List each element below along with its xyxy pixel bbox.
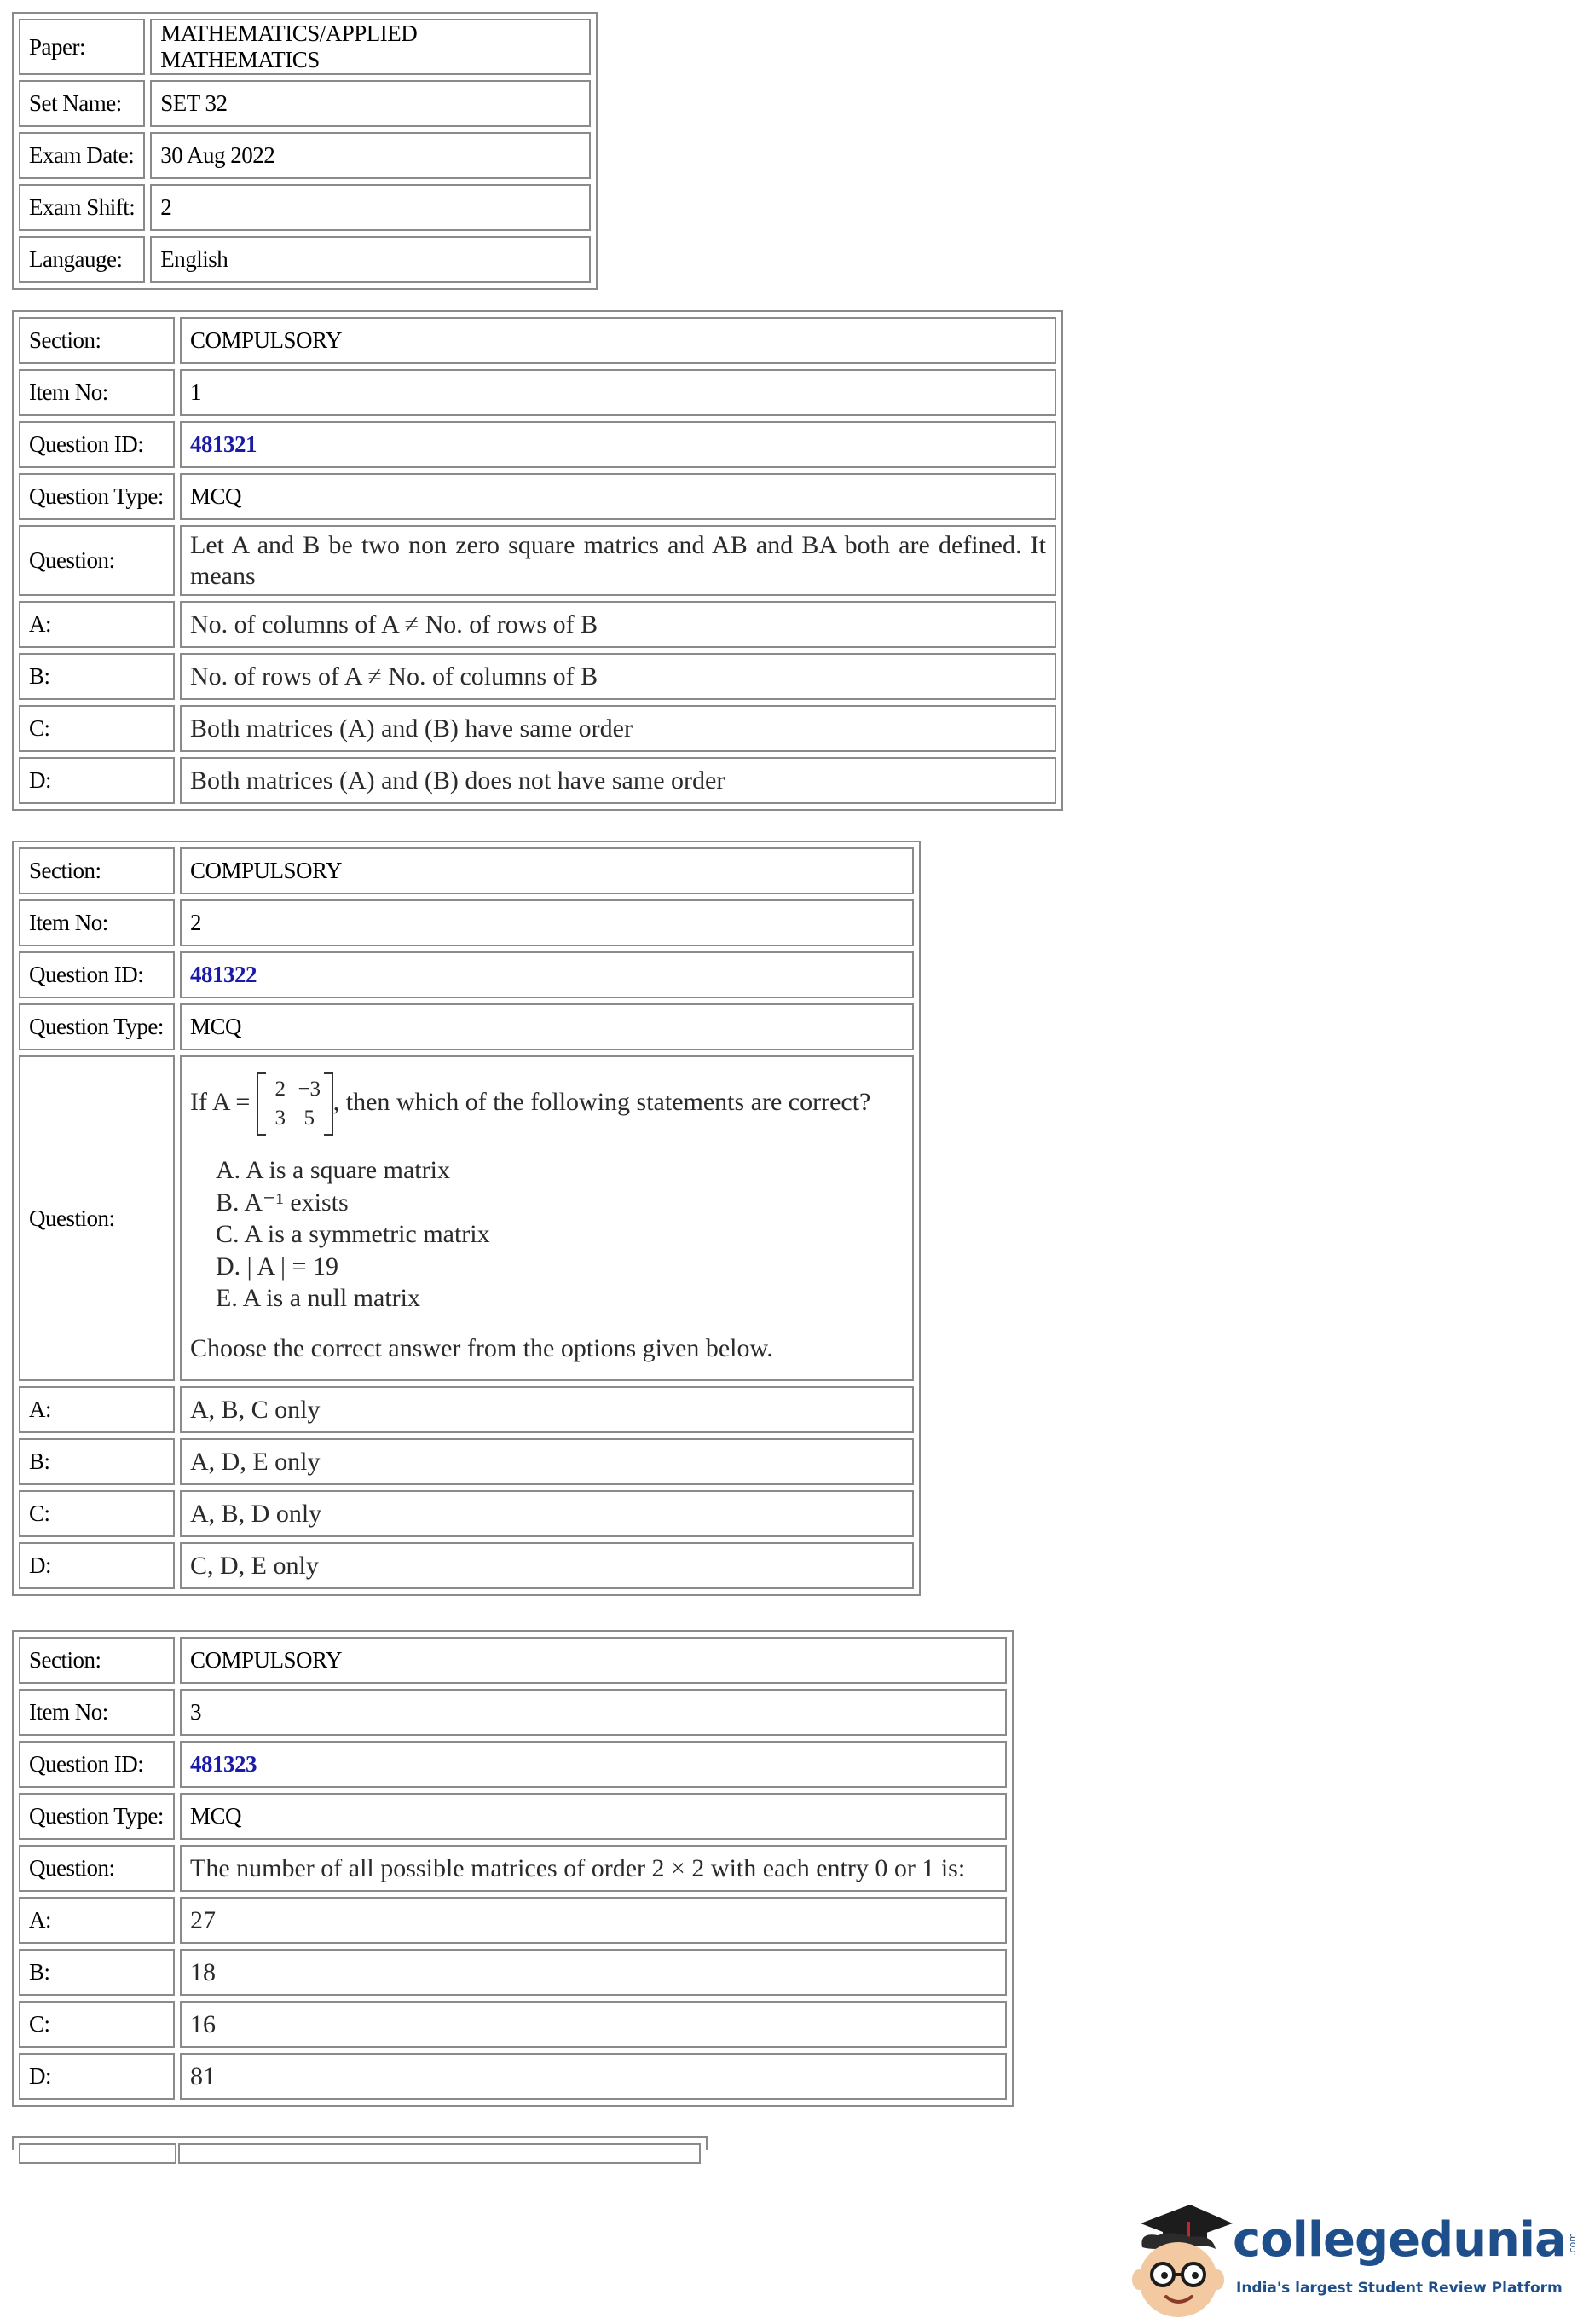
item-no-value: 2 [180, 899, 914, 946]
option-text-a: A, B, C only [180, 1386, 914, 1433]
info-value: 2 [150, 184, 591, 231]
section-row [19, 1637, 1007, 1684]
item-no-label: Item No: [19, 1689, 175, 1736]
info-value: 30 Aug 2022 [150, 132, 591, 179]
question-id-row [19, 951, 914, 998]
matrix-grid [266, 1075, 324, 1133]
matrix-cell: 2 [274, 1078, 286, 1101]
statement-item: C. A is a symmetric matrix [216, 1220, 490, 1249]
fragment-label-cell [19, 2143, 176, 2164]
question-id-label: Question ID: [19, 1741, 175, 1788]
item-no-label: Item No: [19, 369, 175, 416]
item-no-label: Item No: [19, 899, 175, 946]
matrix-cell: 5 [303, 1107, 315, 1130]
mascot-icon [1124, 2198, 1234, 2321]
question-row [19, 525, 1056, 596]
section-label: Section: [19, 1637, 175, 1684]
option-label-a: A: [19, 1386, 175, 1433]
question-id-row [19, 421, 1056, 468]
option-label-a: A: [19, 601, 175, 648]
question-id-row [19, 1741, 1007, 1788]
info-row-set-name [19, 80, 591, 127]
question-type-value: MCQ [180, 1793, 1007, 1840]
option-row-b [19, 1438, 914, 1485]
item-no-row [19, 899, 914, 946]
matrix-cell: −3 [298, 1078, 321, 1101]
option-text-b: No. of rows of A ≠ No. of columns of B [180, 653, 1056, 700]
statement-item: A. A is a square matrix [216, 1156, 450, 1185]
option-row-a [19, 1386, 914, 1433]
question-type-value: MCQ [180, 1003, 914, 1050]
option-row-a [19, 601, 1056, 648]
paper-info-table [12, 12, 598, 290]
question-table-2 [12, 841, 921, 1596]
option-text-c: Both matrices (A) and (B) have same order [180, 705, 1056, 752]
statement-item: E. A is a null matrix [216, 1284, 420, 1313]
option-text-c: 16 [180, 2001, 1007, 2048]
question-type-row [19, 1793, 1007, 1840]
brand-name: collegedunia [1233, 2212, 1566, 2268]
option-text-d: C, D, E only [180, 1542, 914, 1589]
option-label-d: D: [19, 2053, 175, 2100]
question-body [180, 1055, 914, 1381]
question-intro [190, 1072, 904, 1136]
question-type-label: Question Type: [19, 1003, 175, 1050]
question-label: Question: [19, 525, 175, 596]
item-no-row [19, 1689, 1007, 1736]
question-type-label: Question Type: [19, 473, 175, 520]
question-type-value: MCQ [180, 473, 1056, 520]
question-label: Question: [19, 1845, 175, 1892]
question-table-1 [12, 310, 1063, 811]
matrix-a [257, 1072, 333, 1136]
section-value: COMPULSORY [180, 1637, 1007, 1684]
question-text: Let A and B be two non zero square matrics and AB and BA both are defined. It means [180, 525, 1056, 596]
brand-wordmark [1233, 2212, 1589, 2268]
statement-item: D. | A | = 19 [216, 1252, 338, 1281]
question-text: The number of all possible matrices of order 2 × 2 with each entry 0 or 1 is: [180, 1845, 1007, 1892]
option-label-c: C: [19, 705, 175, 752]
question-id-label: Question ID: [19, 421, 175, 468]
brand-tagline: India's largest Student Review Platform [1236, 2280, 1563, 2297]
collegedunia-logo [1124, 2198, 1578, 2321]
option-row-a [19, 1897, 1007, 1944]
question-prefix: If A = [190, 1088, 251, 1117]
info-row-exam-shift [19, 184, 591, 231]
option-text-d: Both matrices (A) and (B) does not have same order [180, 757, 1056, 804]
question-type-label: Question Type: [19, 1793, 175, 1840]
section-label: Section: [19, 317, 175, 364]
option-row-c [19, 1490, 914, 1537]
section-row [19, 847, 914, 894]
question-label: Question: [19, 1055, 175, 1381]
info-label: Exam Shift: [19, 184, 145, 231]
statement-item: B. A⁻¹ exists [216, 1188, 349, 1217]
statement-list [216, 1154, 904, 1315]
question-row [19, 1055, 914, 1381]
question-footer: Choose the correct answer from the options given below. [190, 1333, 773, 1362]
info-value: MATHEMATICS/APPLIED MATHEMATICS [150, 19, 591, 75]
next-question-table-fragment [12, 2136, 708, 2150]
option-label-d: D: [19, 1542, 175, 1589]
info-value: SET 32 [150, 80, 591, 127]
option-label-b: B: [19, 1438, 175, 1485]
item-no-value: 1 [180, 369, 1056, 416]
question-table-3 [12, 1630, 1014, 2107]
question-id-value: 481323 [180, 1741, 1007, 1788]
option-text-b: A, D, E only [180, 1438, 914, 1485]
info-label: Paper: [19, 19, 145, 75]
brand-tld: .com [1566, 2233, 1578, 2256]
info-row-paper [19, 19, 591, 75]
matrix-right-bracket [324, 1072, 333, 1136]
info-label: Langauge: [19, 236, 145, 283]
option-row-d [19, 757, 1056, 804]
option-label-c: C: [19, 2001, 175, 2048]
option-text-a: No. of columns of A ≠ No. of rows of B [180, 601, 1056, 648]
info-value: English [150, 236, 591, 283]
section-row [19, 317, 1056, 364]
option-label-a: A: [19, 1897, 175, 1944]
section-value: COMPULSORY [180, 847, 914, 894]
option-text-a: 27 [180, 1897, 1007, 1944]
question-type-row [19, 473, 1056, 520]
info-label: Exam Date: [19, 132, 145, 179]
option-label-c: C: [19, 1490, 175, 1537]
matrix-left-bracket [257, 1072, 266, 1136]
option-label-d: D: [19, 757, 175, 804]
question-type-row [19, 1003, 914, 1050]
option-text-b: 18 [180, 1949, 1007, 1996]
option-row-b [19, 653, 1056, 700]
option-row-b [19, 1949, 1007, 1996]
section-value: COMPULSORY [180, 317, 1056, 364]
question-id-label: Question ID: [19, 951, 175, 998]
question-id-value: 481322 [180, 951, 914, 998]
option-label-b: B: [19, 653, 175, 700]
info-label: Set Name: [19, 80, 145, 127]
question-row [19, 1845, 1007, 1892]
question-suffix: , then which of the following statements are correct? [332, 1088, 871, 1117]
option-row-d [19, 1542, 914, 1589]
fragment-value-cell [178, 2143, 701, 2164]
option-label-b: B: [19, 1949, 175, 1996]
info-row-exam-date [19, 132, 591, 179]
option-row-c [19, 2001, 1007, 2048]
option-row-d [19, 2053, 1007, 2100]
option-row-c [19, 705, 1056, 752]
item-no-row [19, 369, 1056, 416]
section-label: Section: [19, 847, 175, 894]
info-row-language [19, 236, 591, 283]
option-text-c: A, B, D only [180, 1490, 914, 1537]
question-id-value: 481321 [180, 421, 1056, 468]
item-no-value: 3 [180, 1689, 1007, 1736]
option-text-d: 81 [180, 2053, 1007, 2100]
matrix-cell: 3 [274, 1107, 286, 1130]
